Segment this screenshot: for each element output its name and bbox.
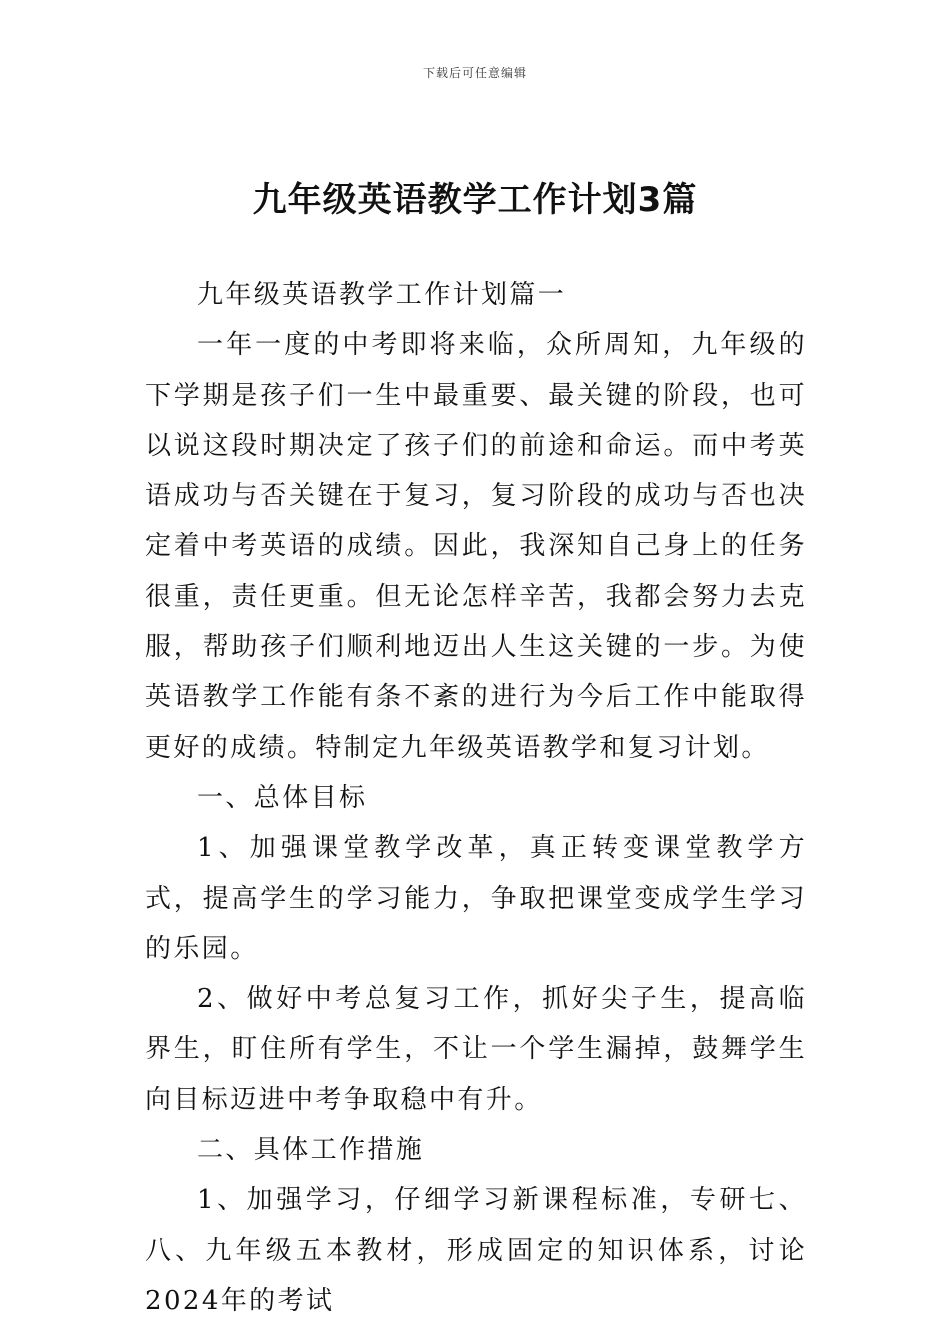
goal-paragraph: 1、加强课堂教学改革，真正转变课堂教学方式，提高学生的学习能力，争取把课堂变成学生学习的乐园。 xyxy=(145,833,807,964)
section-heading: 一、总体目标 xyxy=(197,782,368,813)
measure-paragraph: 1、加强学习，仔细学习新课程标准，专研七、八、九年级五本教材，形成固定的知识体系，讨论2024年的考试 xyxy=(145,1185,807,1316)
section-heading: 九年级英语教学工作计划篇一 xyxy=(197,280,567,310)
section-heading: 二、具体工作措施 xyxy=(197,1135,425,1166)
header-note: 下载后可任意编辑 xyxy=(422,66,527,80)
document-body xyxy=(145,270,807,1326)
document-title: 九年级英语教学工作计划3篇 xyxy=(252,180,698,220)
goal-paragraph: 2、做好中考总复习工作，抓好尖子生，提高临界生，盯住所有学生，不让一个学生漏掉，鼓舞学生向目标迈进中考争取稳中有升。 xyxy=(145,984,807,1115)
intro-paragraph: 一年一度的中考即将来临，众所周知，九年级的下学期是孩子们一生中最重要、最关键的阶段，也可以说这段时期决定了孩子们的前途和命运。而中考英语成功与否关键在于复习，复习阶段的成功与否也决定着中考英语的成绩。因此，我深知自己身上的任务很重，责任更重。但无论怎样辛苦，我都会努力去克服，帮助孩子们顺利地迈出人生这关键的一步。为使英语教学工作能有条不紊的进行为今后工作中能取得更好的成绩。特制定九年级英语教学和复习计划。 xyxy=(145,330,807,763)
